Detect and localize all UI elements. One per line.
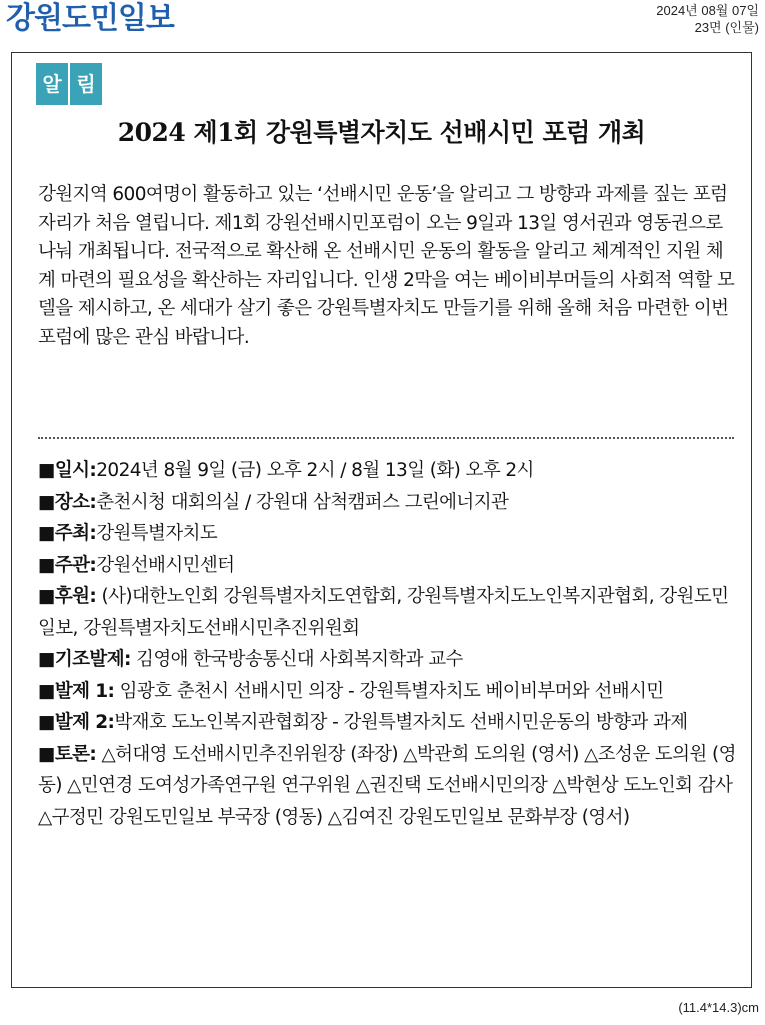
detail-presentation-1	[38, 676, 738, 708]
issue-meta	[656, 2, 759, 36]
detail-value: 박재호 도노인복지관협회장 - 강원특별자치도 선배시민운동의 방향과 과제	[114, 712, 688, 733]
notice-tag-char: 알	[36, 63, 68, 105]
detail-label: ■발제 1:	[38, 680, 115, 702]
detail-keynote	[38, 644, 738, 676]
notice-tag-char: 림	[70, 63, 102, 105]
detail-value: 강원선배시민센터	[96, 554, 235, 576]
detail-value: 2024년 8월 9일 (금) 오후 2시 / 8월 13일 (화) 오후 2시	[96, 460, 534, 481]
detail-venue	[38, 487, 738, 519]
article-headline: 2024 제1회 강원특별자치도 선배시민 포럼 개최	[117, 118, 646, 147]
detail-label: ■발제 2:	[38, 712, 115, 733]
event-details	[38, 455, 738, 833]
issue-page: 23면 (인물)	[694, 20, 759, 35]
detail-label: ■후원:	[38, 586, 97, 607]
detail-label: ■일시:	[38, 460, 97, 481]
detail-value: 김영애 한국방송통신대 사회복지학과 교수	[130, 649, 463, 670]
detail-label: ■주최:	[38, 523, 97, 544]
detail-value: 강원특별자치도	[96, 523, 218, 544]
detail-date	[38, 455, 738, 487]
detail-label: ■주관:	[38, 554, 97, 576]
detail-discussion	[38, 739, 738, 834]
notice-tag	[36, 63, 102, 105]
detail-value: 춘천시청 대회의실 / 강원대 삼척캠퍼스 그린에너지관	[96, 491, 509, 513]
detail-sponsors	[38, 581, 738, 644]
newspaper-masthead: 강원도민일보	[6, 1, 174, 36]
issue-date: 2024년 08월 07일	[656, 3, 759, 18]
detail-value: △허대영 도선배시민추진위원장 (좌장) △박관희 도의원 (영서) △조성운 도의원 (영동) △민연경 도여성가족연구원 연구위원 △권진택 도선배시민의장 △박현상 도노인회 감사 △구정민 강원도민일보 부국장 (영동) △김여진 강원도민일보 문화부장 (영서)	[38, 743, 736, 828]
detail-host	[38, 518, 738, 550]
detail-presentation-2	[38, 707, 738, 739]
detail-label: ■기조발제:	[38, 649, 131, 670]
article-lead: 강원지역 600여명이 활동하고 있는 ‘선배시민 운동’을 알리고 그 방향과 과제를 짚는 포럼 자리가 처음 열립니다. 제1회 강원선배시민포럼이 오는 9일과 13일 영서권과 영동권으로 나눠 개최됩니다. 전국적으로 확산해 온 선배시민 운동의 활동을 알리고 체계적인 지원 체계 마련의 필요성을 확산하는 자리입니다. 인생 2막을 여는 베이비부머들의 사회적 역할 모델을 제시하고, 온 세대가 살기 좋은 강원특별자치도 만들기를 위해 올해 처음 마련한 이번 포럼에 많은 관심 바랍니다.	[38, 184, 735, 348]
detail-organizer	[38, 550, 738, 582]
ad-size-note: (11.4*14.3)cm	[678, 1000, 759, 1015]
detail-value: (사)대한노인회 강원특별자치도연합회, 강원특별자치도노인복지관협회, 강원도민일보, 강원특별자치도선배시민추진위원회	[38, 586, 729, 639]
dotted-divider	[38, 437, 734, 439]
detail-label: ■장소:	[38, 491, 97, 513]
detail-label: ■토론:	[38, 743, 97, 765]
detail-value: 임광호 춘천시 선배시민 의장 - 강원특별자치도 베이비부머와 선배시민	[114, 680, 664, 702]
article-frame	[11, 52, 752, 988]
